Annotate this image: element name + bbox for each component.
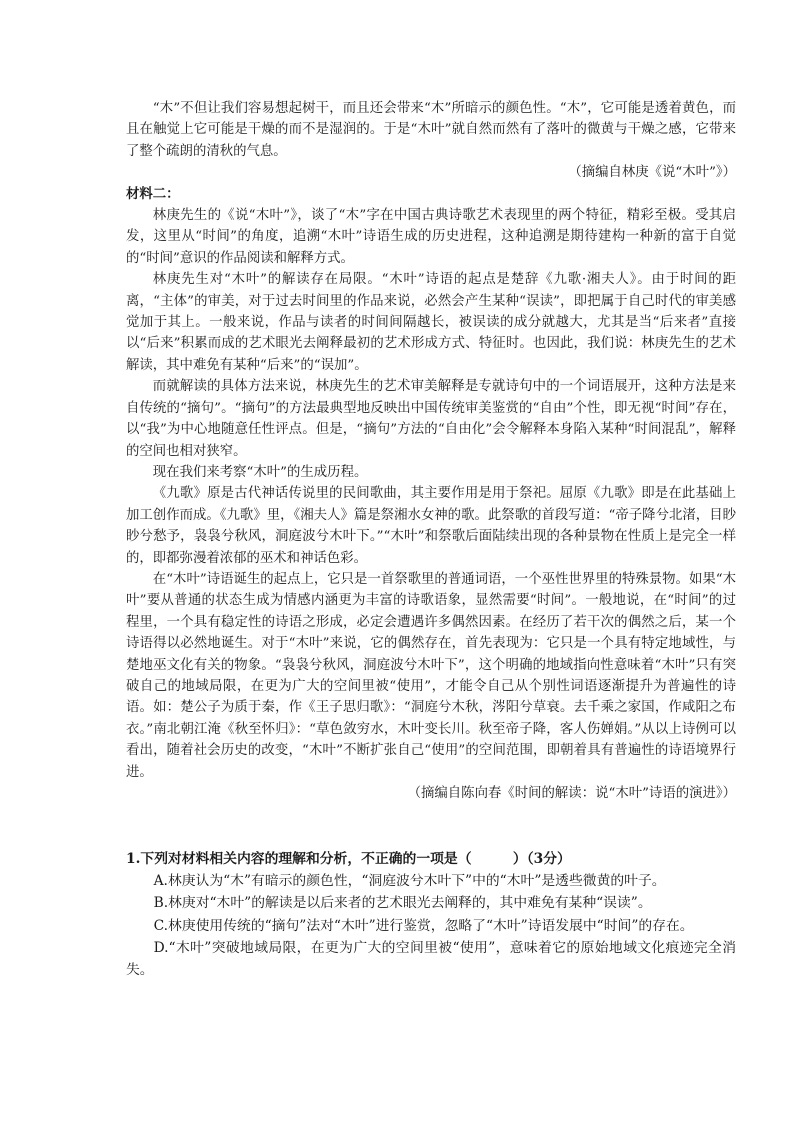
material2-paragraph-3: 而就解读的具体方法来说，林庚先生的艺术审美解释是专就诗句中的一个词语展开，这种方法是来自传统的“摘句”。“摘句”的方法最典型地反映出中国传统审美鉴赏的“自由”个性，即无视“时间”存在，以“我”为中心地随意任性评点。但是，“摘句”方法的“自由化”会令解释本身陷入某种“时间混乱”，解释的空间也相对狭窄。	[126, 379, 736, 459]
material2-paragraph-5: 《九歌》原是古代神话传说里的民间歌曲，其主要作用是用于祭祀。屈原《九歌》即是在此基础上加工创作而成。《九歌》里，《湘夫人》篇是祭湘水女神的歌。此祭歌的首段写道：“帝子降兮北渚，目眇眇兮愁予，袅袅兮秋风，洞庭波兮木叶下。”“木叶”和祭歌后面陆续出现的各种景物在性质上是完全一样的，即都弥漫着浓郁的巫术和神话色彩。	[126, 486, 736, 566]
material2-paragraph-2: 林庚先生对“木叶”的解读存在局限。“木叶”诗语的起点是楚辞《九歌·湘夫人》。由于时间的距离，“主体”的审美，对于过去时间里的作品来说，必然会产生某种“误读”，即把属于自己时代的审美感觉加于其上。一般来说，作品与读者的时间间隔越长，被误读的成分就越大，尤其是当“后来者”直接以“后来”积累而成的艺术眼光去阐释最初的艺术形成方式、特征时。也因此，我们说：林庚先生的艺术解读，其中难免有某种“后来”的“误加”。	[126, 272, 736, 373]
material2-paragraph-1: 林庚先生的《说“木叶”》，谈了“木”字在中国古典诗歌艺术表现里的两个特征，精彩至极。受其启发，这里从“时间”的角度，追溯“木叶”诗语生成的历史进程，这种追溯是期待建构一种新的富于自觉的“时间”意识的作品阅读和解释方式。	[126, 208, 736, 266]
intro-paragraph: “木”不但让我们容易想起树干，而且还会带来“木”所暗示的颜色性。“木”，它可能是透着黄色，而且在触觉上它可能是干燥的而不是湿润的。于是“木叶”就自然而然有了落叶的微黄与干燥之感，它带来了整个疏朗的清秋的气息。	[126, 101, 736, 159]
question-1-stem: 1.下列对材料相关内容的理解和分析，不正确的一项是（ ）（3分）	[126, 851, 571, 867]
intro-source: （摘编自林庚《说“木叶”》）	[568, 165, 736, 181]
material2-heading: 材料二：	[126, 185, 180, 202]
material2-paragraph-4: 现在我们来考察“木叶”的生成历程。	[152, 464, 368, 480]
option-c: C.林庚使用传统的“摘句”法对“木叶”进行鉴赏，忽略了“木叶”诗语发展中“时间”的存在。	[153, 917, 694, 934]
option-b: B.林庚对“木叶”的解读是以后来者的艺术眼光去阐释的，其中难免有某种“误读”。	[153, 895, 652, 912]
option-a: A.林庚认为“木”有暗示的颜色性，“洞庭波兮木叶下”中的“木叶”是透些微黄的叶子。	[153, 873, 666, 890]
option-d: D.“木叶”突破地域局限，在更为广大的空间里被“使用”，意味着它的原始地域文化痕迹完全消失。	[126, 939, 736, 979]
material2-source: （摘编自陈向春《时间的解读：说“木叶”诗语的演进》）	[407, 786, 736, 801]
question-1	[126, 848, 736, 981]
material2-paragraph-6: 在“木叶”诗语诞生的起点上，它只是一首祭歌里的普通词语，一个巫性世界里的特殊景物。如果“木叶”要从普通的状态生成为情感内涵更为丰富的诗歌语象，显然需要“时间”。一般地说，在“时间”的过程里，一个具有稳定性的诗语之形成，必定会遭遇许多偶然因素。在经历了若干次的偶然之后，某一个诗语得以必然地诞生。对于“木叶”来说，它的偶然存在，首先表现为：它只是一个具有特定地域性，与楚地巫文化有关的物象。“袅袅兮秋风，洞庭波兮木叶下”，这个明确的地域指向性意味着“木叶”只有突破自己的地域局限，在更为广大的空间里被“使用”，才能令自己从个别性词语逐渐提升为普遍性的诗语。如：楚公子为质于秦，作《王子思归歌》：“洞庭兮木秋，涔阳兮草衰。去千乘之家国，作咸阳之布衣。”南北朝江淹《秋至怀归》：“草色敛穷水，木叶变长川。秋至帝子降，客人伤婵娟。”从以上诗例可以看出，随着社会历史的改变，“木叶”不断扩张自己“使用”的空间范围，即朝着具有普遍性的诗语境界行进。	[126, 571, 736, 780]
reading-passage	[126, 98, 736, 804]
